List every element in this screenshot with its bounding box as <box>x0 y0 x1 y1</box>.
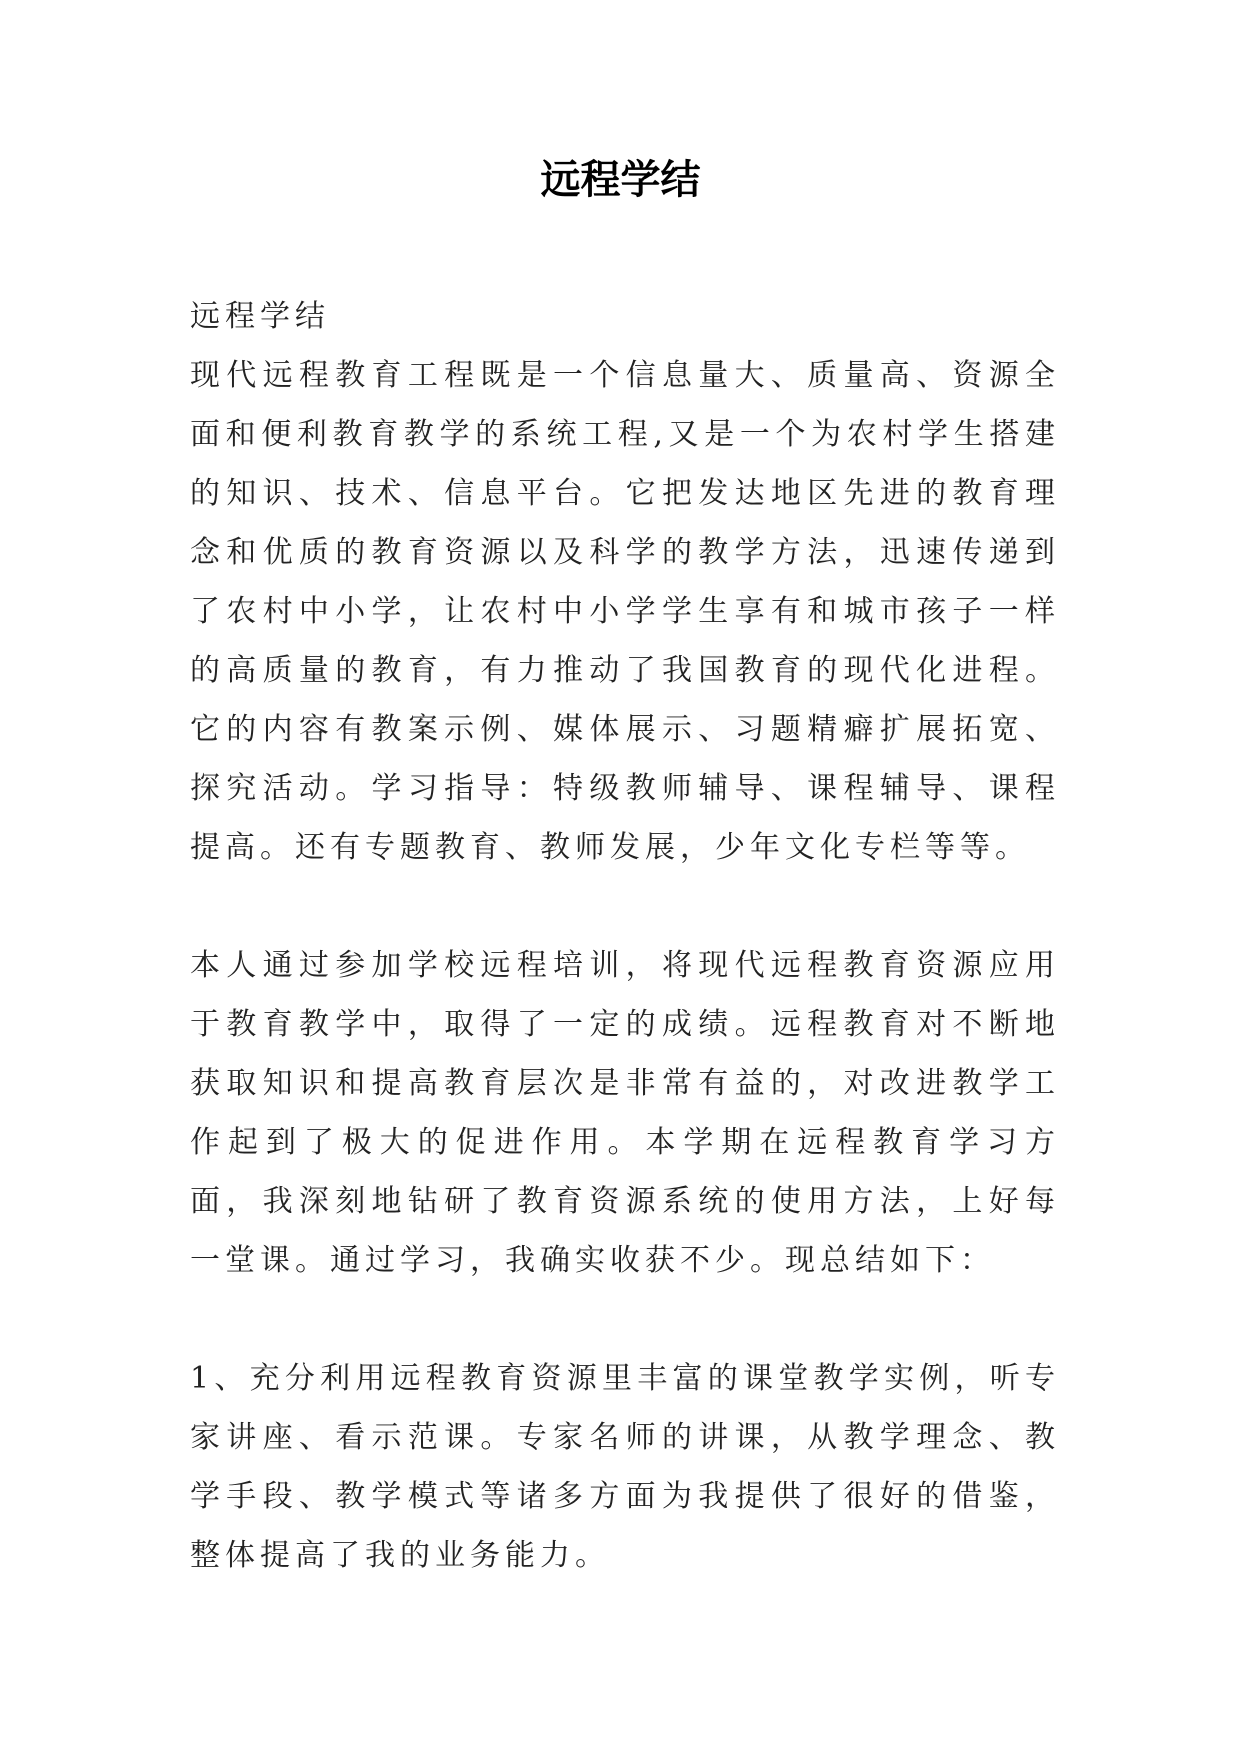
document-title: 远程学结 <box>540 157 701 203</box>
paragraph-intro: 现代远程教育工程既是一个信息量大、质量高、资源全面和便利教育教学的系统工程,又是一个为农村学生搭建的知识、技术、信息平台。它把发达地区先进的教育理念和优质的教育资源以及科学的教学方法，迅速传递到了农村中小学，让农村中小学学生享有和城市孩子一样的高质量的教育，有力推动了我国教育的现代化进程。 它的内容有教案示例、媒体展示、习题精癖扩展拓宽、探究活动。学习指导：特级教师辅导、课程辅导、课程提高。还有专题教育、教师发展，少年文化专栏等等。 <box>190 358 1060 865</box>
document-body <box>190 287 1060 1585</box>
paragraph-point-1: 1、充分利用远程教育资源里丰富的课堂教学实例，听专家讲座、看示范课。专家名师的讲课，从教学理念、教学手段、教学模式等诸多方面为我提供了很好的借鉴，整体提高了我的业务能力。 <box>190 1361 1060 1573</box>
paragraph-subtitle: 远程学结 <box>190 299 330 334</box>
paragraph-training: 本人通过参加学校远程培训，将现代远程教育资源应用于教育教学中，取得了一定的成绩。远程教育对不断地获取知识和提高教育层次是非常有益的，对改进教学工作起到了极大的促进作用。本学期在远程教育学习方面，我深刻地钻研了教育资源系统的使用方法，上好每一堂课。通过学习，我确实收获不少。现总结如下： <box>190 948 1060 1278</box>
